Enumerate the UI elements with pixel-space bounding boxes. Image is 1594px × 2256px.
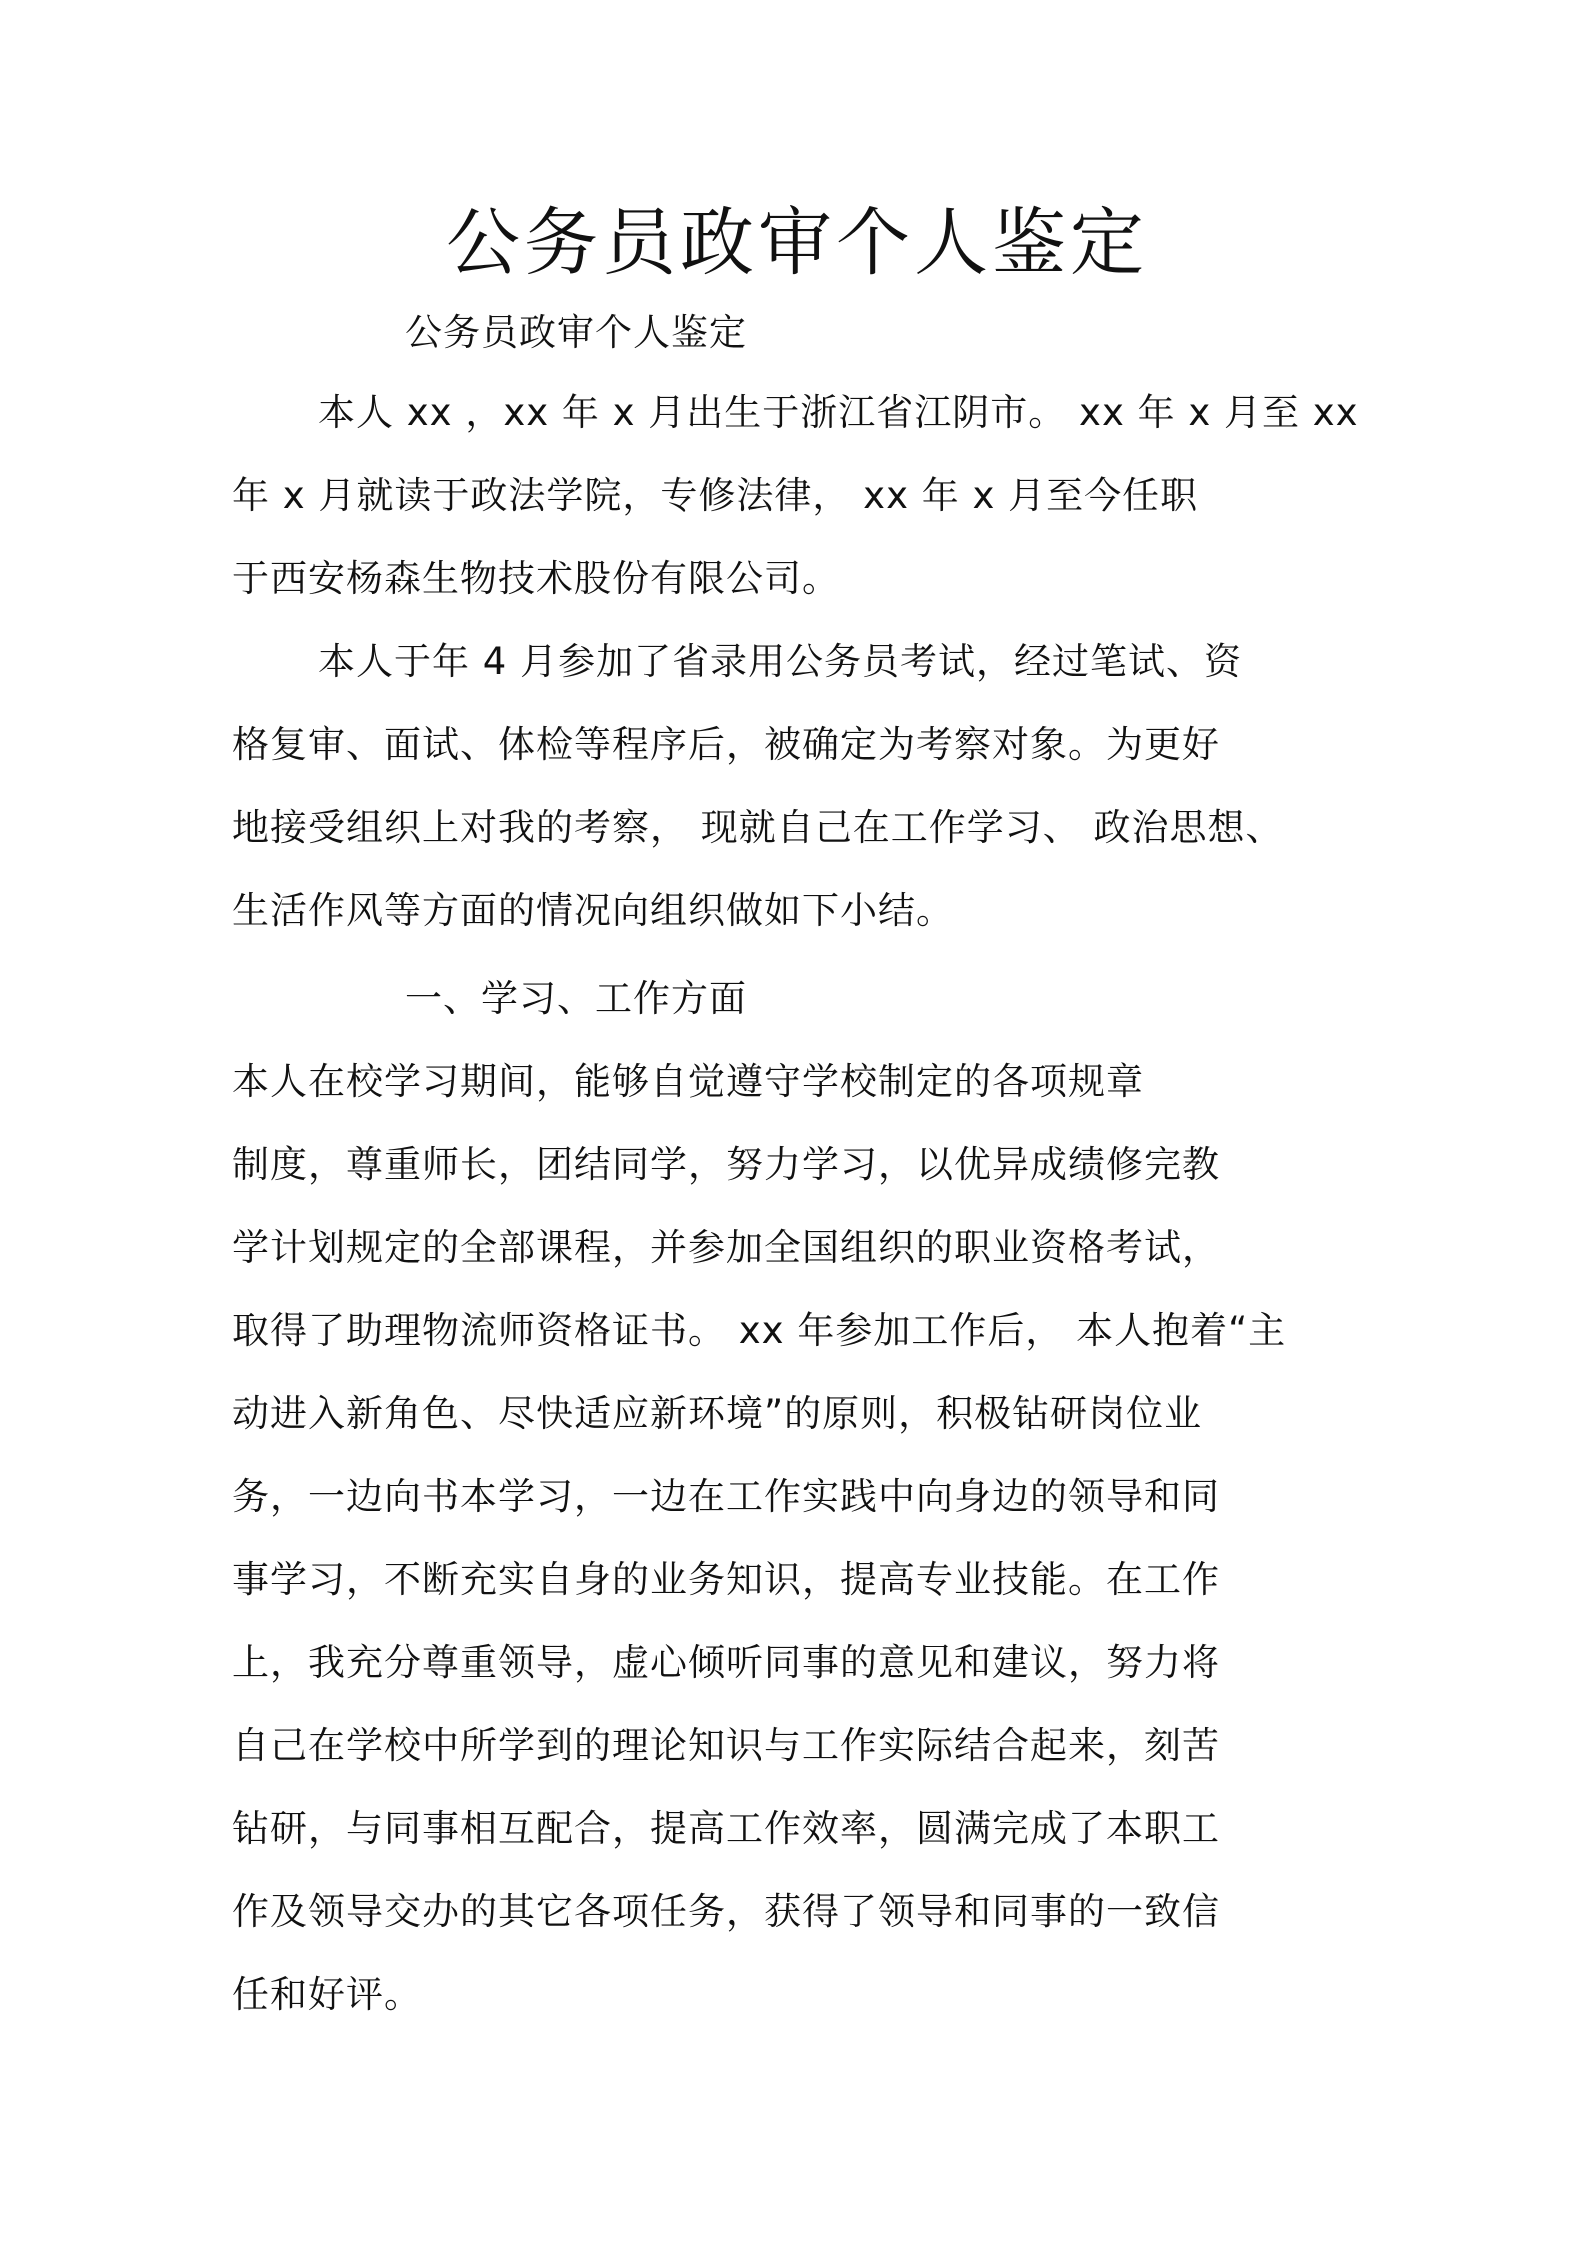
paragraph-line: 任和好评。 [232, 1973, 422, 2016]
paragraph-line: 生活作风等方面的情况向组织做如下小结。 [232, 889, 954, 932]
paragraph-line: 年 x 月就读于政法学院，专修法律， xx 年 x 月至今任职 [232, 474, 1199, 517]
document-subtitle: 公务员政审个人鉴定 [405, 311, 747, 354]
paragraph-line: 格复审、面试、体检等程序后，被确定为考察对象。为更好 [232, 723, 1220, 766]
paragraph-line: 于西安杨森生物技术股份有限公司。 [232, 557, 840, 600]
paragraph-line: 制度，尊重师长，团结同学，努力学习，以优异成绩修完教 [232, 1143, 1220, 1186]
paragraph-line: 本人于年 4 月参加了省录用公务员考试，经过笔试、资 [318, 640, 1243, 683]
paragraph-line: 取得了助理物流师资格证书。 xx 年参加工作后， 本人抱着“主 [232, 1309, 1287, 1352]
paragraph-line: 动进入新角色、尽快适应新环境”的原则，积极钻研岗位业 [232, 1392, 1203, 1435]
document-title: 公务员政审个人鉴定 [446, 200, 1148, 286]
paragraph-line: 事学习，不断充实自身的业务知识，提高专业技能。在工作 [232, 1558, 1220, 1601]
paragraph-line: 作及领导交办的其它各项任务，获得了领导和同事的一致信 [232, 1890, 1220, 1933]
paragraph-line: 上，我充分尊重领导，虚心倾听同事的意见和建议，努力将 [232, 1641, 1220, 1684]
paragraph-line: 自己在学校中所学到的理论知识与工作实际结合起来，刻苦 [232, 1724, 1220, 1767]
paragraph-line: 务，一边向书本学习，一边在工作实践中向身边的领导和同 [232, 1475, 1220, 1518]
paragraph-line: 地接受组织上对我的考察， 现就自己在工作学习、 政治思想、 [232, 806, 1284, 849]
paragraph-line: 本人在校学习期间，能够自觉遵守学校制定的各项规章 [232, 1060, 1144, 1103]
paragraph-line: 学计划规定的全部课程，并参加全国组织的职业资格考试， [232, 1226, 1220, 1269]
paragraph-line: 钻研，与同事相互配合，提高工作效率，圆满完成了本职工 [232, 1807, 1220, 1850]
paragraph-line: 本人 xx ，xx 年 x 月出生于浙江省江阴市。 xx 年 x 月至 xx [318, 391, 1359, 434]
section-heading: 一、学习、工作方面 [405, 977, 747, 1020]
